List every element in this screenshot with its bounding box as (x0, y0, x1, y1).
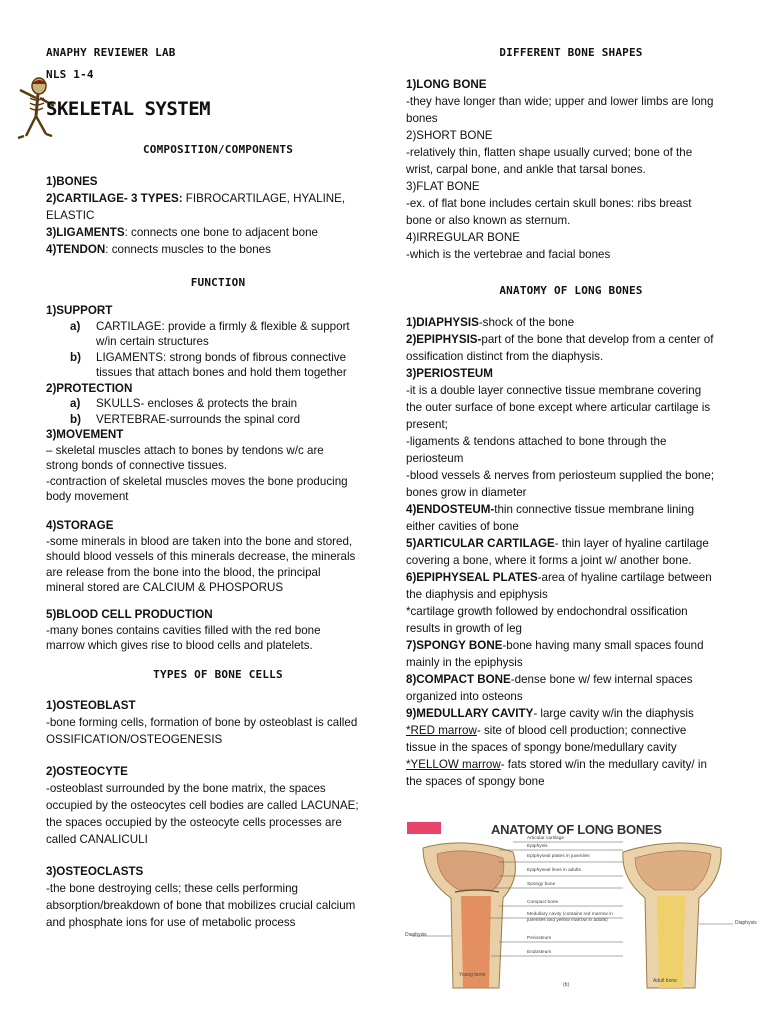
header-line2: NLS 1-4 (46, 68, 94, 81)
osteocyte-section: 2)OSTEOCYTE -osteoblast surrounded by the bone matrix, the spaces occupied by the osteocytes cell bodies are called LACUNAE; the spaces occupied by the osteocyte cells processes are called CANALICULI (46, 765, 359, 846)
function-section: 1)SUPPORT a) CARTILAGE: provide a firmly & flexible & support w/in certain structures b) LIGAMENTS: strong bonds of fibrous connective tissues that attach bones and hold them together 2)PROTECTION a) SKULLS- encloses & protects the brain b) VERTEBRAE-surrounds the spinal cord 3)MOVEMENT – skeletal muscles attach to bones by tendons w/c are strong bonds of connective tissues. -contraction of skeletal muscles moves the bone producing body movement (46, 304, 350, 503)
bone-shapes-heading: DIFFERENT BONE SHAPES (499, 46, 643, 59)
comp-item: 3)LIGAMENTS: connects one bone to adjacent bone (46, 226, 318, 239)
figure-icon-badge (407, 822, 441, 834)
storage-section: 4)STORAGE -some minerals in blood are taken into the bone and stored, should blood vessels of this minerals decrease, the minerals are release from the bone into the blood, the principal mineral stored are CALCIUM & PHOSPORUS (46, 519, 356, 594)
bone-shapes-list: 1)LONG BONE -they have longer than wide; upper and lower limbs are long bones 2)SHORT BONE -relatively thin, flatten shape usually curved; bone of the wrist, carpal bone, and ankle that tarsal bones. 3)FLAT BONE -ex. of flat bone includes certain skull bones: ribs breast bone or also known as sternum. 4)IRREGULAR BONE -which is the vertebrae and facial bones (406, 78, 714, 261)
osteoblast-section: 1)OSTEOBLAST -bone forming cells, formation of bone by osteoblast is called OSSIFICATION/OSTEOGENESIS (46, 699, 358, 746)
anatomy-list: 1)DIAPHYSIS-shock of the bone 2)EPIPHYSIS-part of the bone that develop from a center of ossification distinct from the diaphysis. 3)PERIOSTEUM -it is a double layer connective tissue membrane covering the outer surface of bone except where articular cartilage is present; -ligaments & tendons attached to bone through the periosteum -blood vessels & nerves from periosteum supplied the bone; bones grow in diameter 4)ENDOSTEUM-thin connective tissue membrane lining either cavities of bone 5)ARTICULAR CARTILAGE- thin layer of hyaline cartilage covering a bone, where it forms a joint w/ another bone. 6)EPIPHYSEAL PLATES-area of hyaline cartilage between the diaphysis and epiphysis *cartilage growth followed by endochondral ossification results in growth of leg 7)SPONGY BONE-bone having many small spaces found mainly in the epiphysis 8)COMPACT BONE-dense bone w/ few internal spaces organized into osteons 9)MEDULLARY CAVITY- large cavity w/in the diaphysis *RED marrow- site of blood cell production; connective tissue in the spaces of spongy bone/medullary cavity *YELLOW marrow- fats stored w/in the medullary cavity/ in the spaces of spongy bone (406, 316, 715, 788)
diaphysis-left-label: Diaphysis (405, 932, 427, 938)
bone-cells-heading: TYPES OF BONE CELLS (153, 668, 283, 681)
header-line1: ANAPHY REVIEWER LAB (46, 46, 176, 59)
anatomy-heading: ANATOMY OF LONG BONES (499, 284, 643, 297)
figure-title: ANATOMY OF LONG BONES (491, 822, 662, 837)
long-bone-figure: ANATOMY OF LONG BONES Articular cartilage Epiphysis Epiphyseal plates in juveniles Epiphyseal lines in adults Spongy bone Compact bone Medullary cavity (contains red marrow in juveniles and yellow marrow in adults) Periosteum Endosteum Diaphysis Diaphysis Young bone (b) Adult bone (403, 816, 755, 992)
function-heading: FUNCTION (190, 276, 246, 289)
support-title: 1)SUPPORT (46, 304, 113, 317)
movement-title: 3)MOVEMENT (46, 428, 124, 441)
panel-label: (b) (563, 982, 570, 988)
osteoclast-section: 3)OSTEOCLASTS -the bone destroying cells; these cells performing absorption/breakdown of bone that mobilizes crucial calcium and phosphate ions for use of metabolic process (46, 865, 356, 929)
protection-title: 2)PROTECTION (46, 381, 133, 395)
adult-bone-label: Adult bone (653, 978, 677, 984)
comp-item: 4)TENDON: connects muscles to the bones (46, 243, 271, 256)
page-title: SKELETAL SYSTEM (46, 98, 211, 120)
diaphysis-right-label: Diaphysis (735, 920, 757, 926)
blood-cell-section: 5)BLOOD CELL PRODUCTION -many bones contains cavities filled with the red bone marrow which gives rise to blood cells and platelets. (46, 608, 321, 652)
young-bone-label: Young bone (459, 972, 486, 978)
comp-item: ELASTIC (46, 209, 95, 222)
composition-heading: COMPOSITION/COMPONENTS (142, 143, 294, 156)
composition-list (46, 173, 376, 258)
comp-item: 2)CARTILAGE- 3 TYPES: FIBROCARTILAGE, HYALINE, (46, 192, 346, 205)
comp-item: 1)BONES (46, 175, 98, 188)
